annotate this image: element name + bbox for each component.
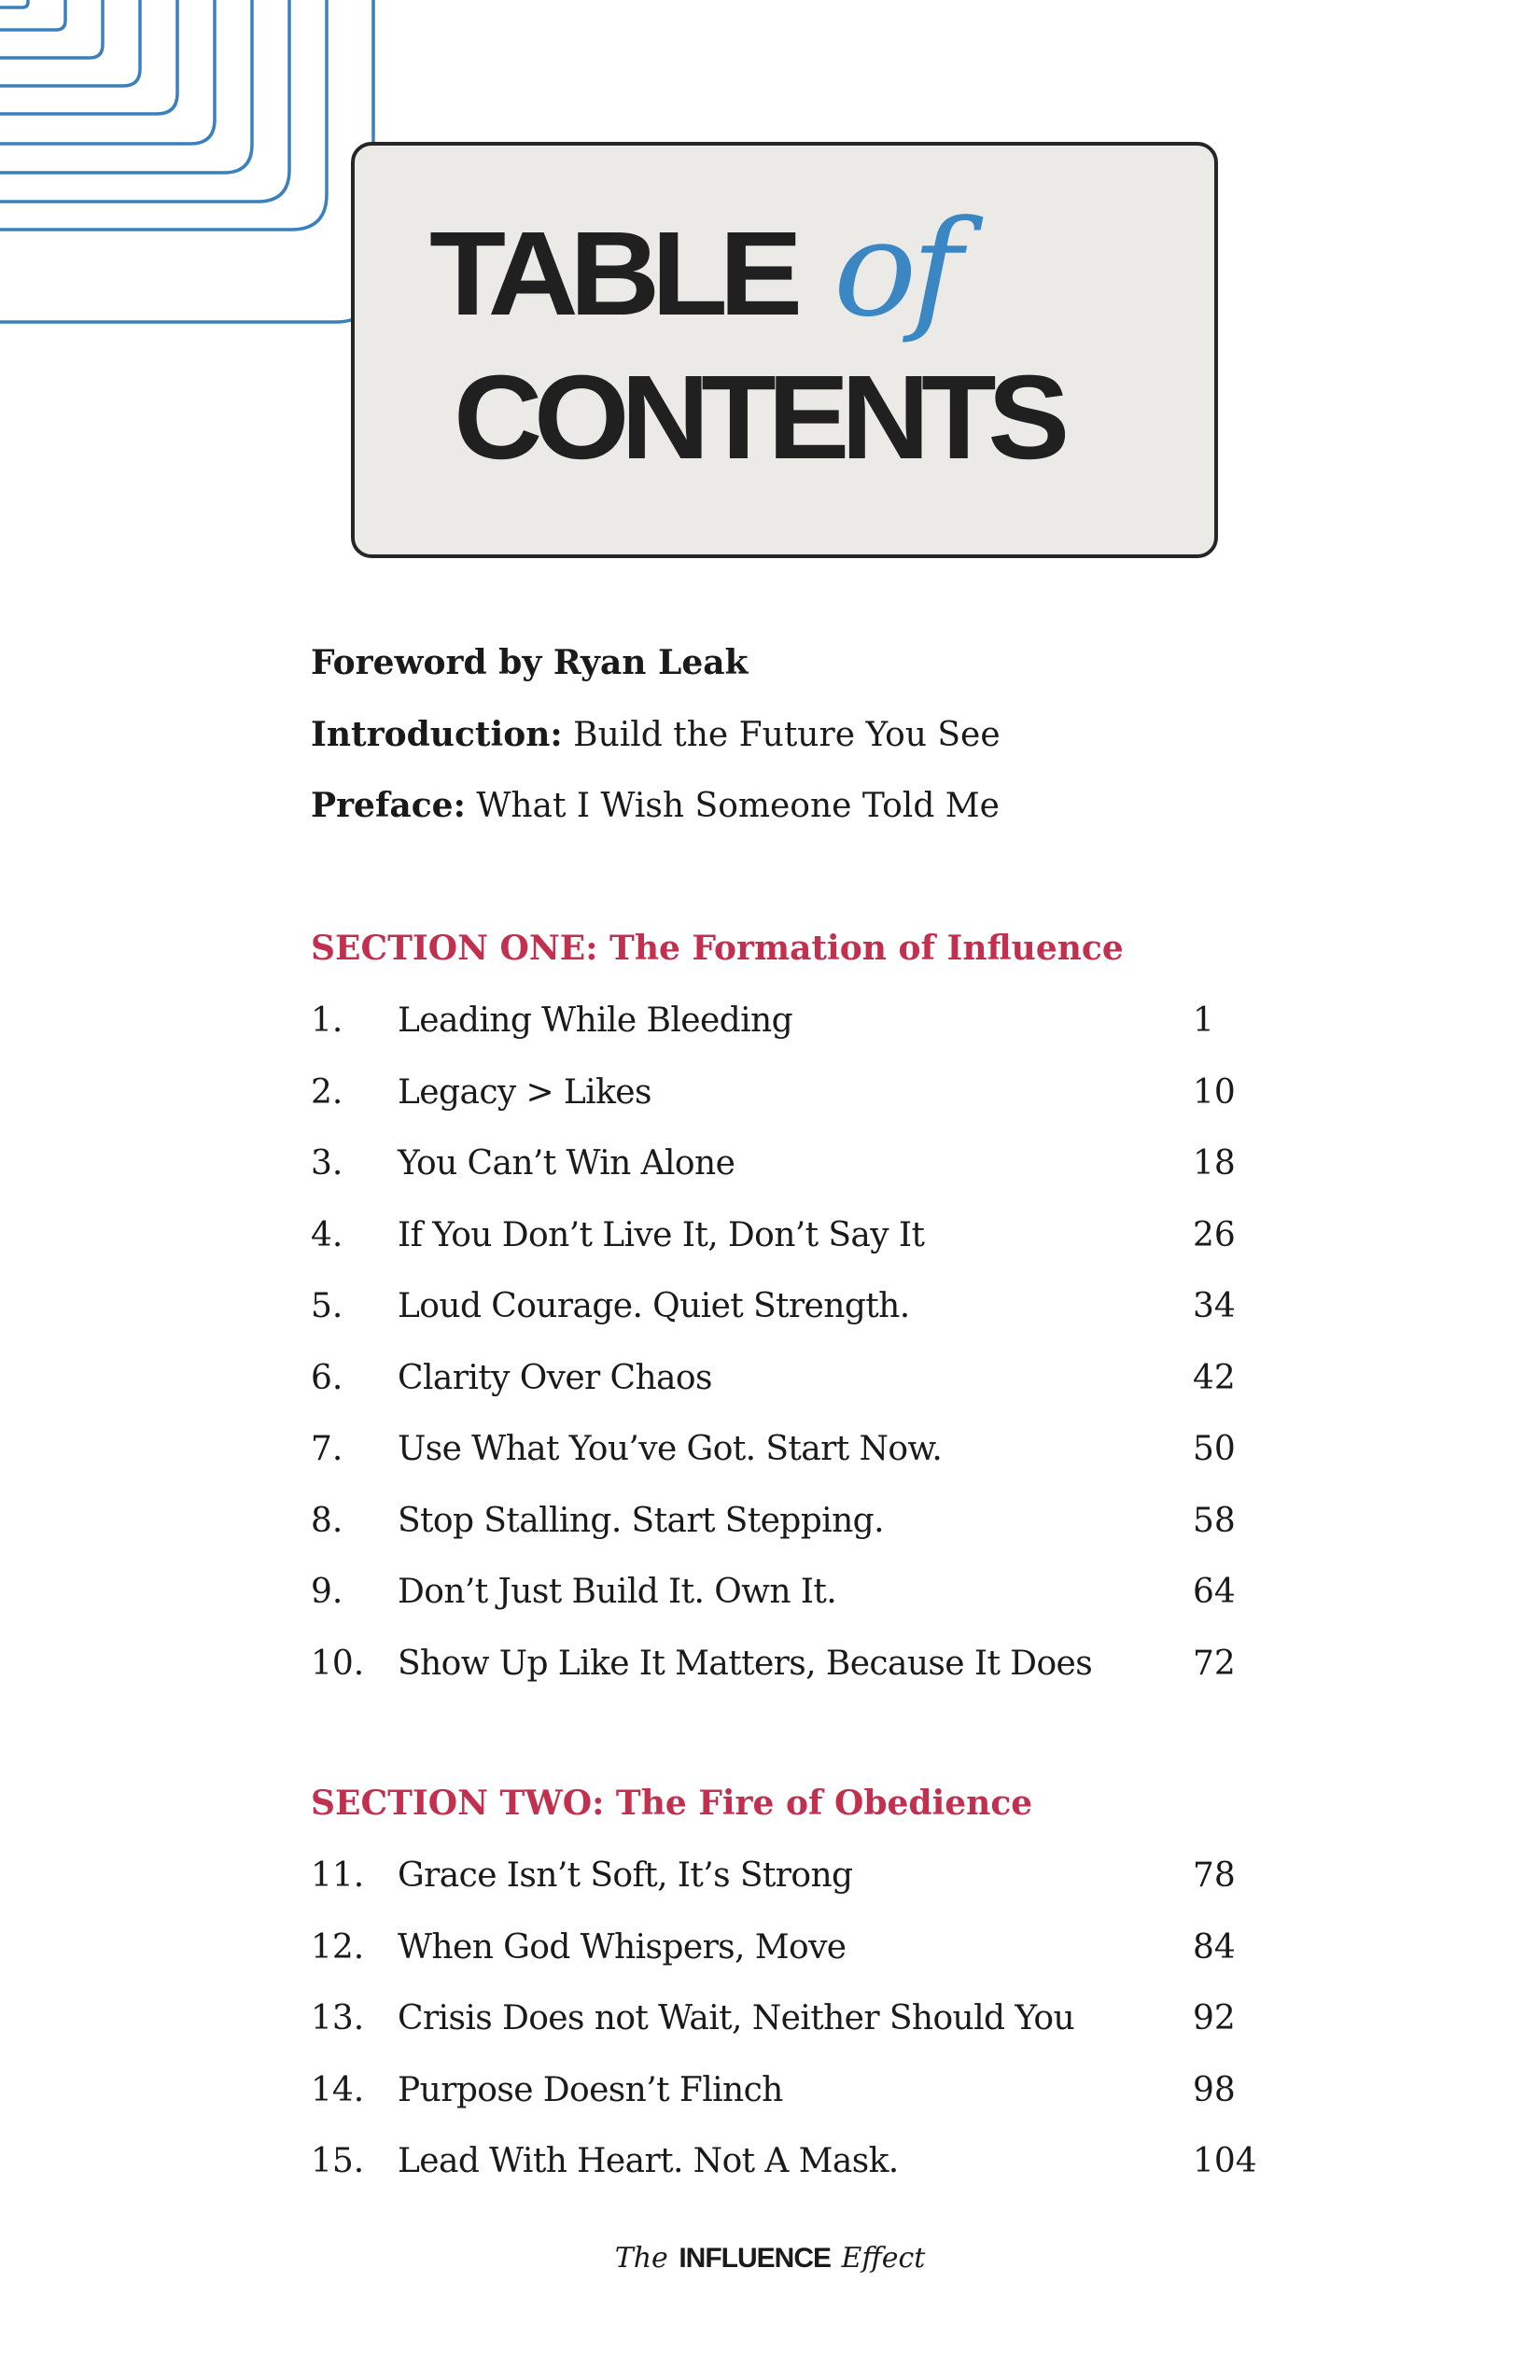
foreword-entry[interactable]	[311, 643, 749, 683]
corner-line	[0, 0, 140, 86]
chapter-page: 1	[1193, 1001, 1214, 1040]
chapter-page: 104	[1193, 2142, 1257, 2180]
chapter-title: Leading While Bleeding	[398, 1001, 793, 1040]
chapter-title: Use What You’ve Got. Start Now.	[398, 1430, 943, 1468]
toc-entry[interactable]	[311, 1572, 1291, 1615]
chapter-page: 84	[1193, 1927, 1236, 1967]
toc-entry[interactable]	[311, 1358, 1291, 1401]
chapter-number: 5.	[311, 1287, 343, 1325]
chapter-page: 18	[1193, 1144, 1236, 1183]
chapter-page: 26	[1193, 1215, 1236, 1254]
chapter-page: 34	[1193, 1287, 1236, 1325]
corner-line	[0, 0, 28, 7]
toc-entry[interactable]	[311, 1143, 1291, 1186]
chapter-title: Legacy > Likes	[398, 1072, 651, 1112]
chapter-number: 7.	[311, 1430, 343, 1468]
chapter-title: Grace Isn’t Soft, It’s Strong	[398, 1856, 853, 1895]
toc-entry[interactable]	[311, 1998, 1291, 2041]
chapter-page: 72	[1193, 1644, 1236, 1683]
chapter-page: 64	[1193, 1573, 1236, 1611]
introduction-label: Introduction:	[311, 715, 563, 754]
chapter-title: You Can’t Win Alone	[398, 1144, 735, 1183]
introduction-entry[interactable]	[311, 715, 1001, 755]
chapter-number: 4.	[311, 1215, 343, 1254]
chapter-number: 10.	[311, 1644, 365, 1683]
chapter-number: 8.	[311, 1501, 343, 1540]
title-box	[351, 142, 1218, 558]
chapter-number: 13.	[311, 1999, 365, 2037]
preface-text: What I Wish Someone Told Me	[465, 787, 1000, 825]
decorative-corner-lines	[0, 0, 392, 345]
toc-entry[interactable]	[311, 2141, 1291, 2184]
chapter-page: 98	[1193, 2070, 1236, 2109]
toc-entry[interactable]	[311, 1501, 1291, 1544]
chapter-number: 14.	[311, 2070, 365, 2109]
section-two-heading: SECTION TWO: The Fire of Obedience	[311, 1784, 1033, 1823]
toc-entry[interactable]	[311, 1286, 1291, 1329]
chapter-title: Loud Courage. Quiet Strength.	[398, 1287, 910, 1325]
chapter-title: If You Don’t Live It, Don’t Say It	[398, 1215, 925, 1254]
title-of: of	[833, 192, 958, 346]
section-one-heading: SECTION ONE: The Formation of Influence	[311, 929, 1124, 968]
footer-the: The	[614, 2242, 668, 2275]
chapter-title: Clarity Over Chaos	[398, 1358, 712, 1397]
toc-entry[interactable]	[311, 1072, 1291, 1115]
chapter-page: 92	[1193, 1999, 1236, 2037]
page-title-line2: CONTENTS	[454, 351, 1061, 484]
chapter-title: When God Whispers, Move	[398, 1927, 847, 1967]
toc-entry[interactable]	[311, 2070, 1291, 2113]
preface-entry[interactable]	[311, 786, 1000, 826]
preface-label: Preface:	[311, 786, 466, 825]
chapter-number: 3.	[311, 1144, 343, 1183]
chapter-title: Don’t Just Build It. Own It.	[398, 1573, 837, 1611]
chapter-page: 10	[1193, 1072, 1236, 1112]
chapter-title: Stop Stalling. Start Stepping.	[398, 1501, 884, 1540]
chapter-number: 9.	[311, 1573, 343, 1611]
toc-entry[interactable]	[311, 1215, 1291, 1258]
corner-line	[0, 0, 215, 144]
title-table: TABLE	[429, 207, 794, 341]
footer-influence: INFLUENCE	[679, 2243, 831, 2274]
corner-line	[0, 0, 65, 30]
chapter-number: 15.	[311, 2142, 365, 2180]
chapter-page: 42	[1193, 1358, 1236, 1397]
chapter-number: 12.	[311, 1927, 365, 1967]
chapter-page: 50	[1193, 1430, 1236, 1468]
chapter-page: 78	[1193, 1856, 1236, 1895]
chapter-number: 6.	[311, 1358, 343, 1397]
book-footer-logo	[0, 2242, 1540, 2275]
footer-effect: Effect	[841, 2242, 926, 2275]
toc-entry[interactable]	[311, 1429, 1291, 1472]
toc-entry[interactable]	[311, 1927, 1291, 1970]
toc-entry[interactable]	[311, 1644, 1291, 1687]
foreword-label: Foreword by Ryan Leak	[311, 643, 749, 682]
toc-entry[interactable]	[311, 1855, 1291, 1898]
chapter-title: Lead With Heart. Not A Mask.	[398, 2142, 899, 2180]
page-title-line1	[429, 192, 958, 346]
chapter-title: Show Up Like It Matters, Because It Does	[398, 1644, 1093, 1683]
chapter-number: 2.	[311, 1072, 343, 1112]
corner-line	[0, 0, 373, 322]
chapter-page: 58	[1193, 1501, 1236, 1540]
chapter-title: Crisis Does not Wait, Neither Should You	[398, 1999, 1075, 2037]
chapter-number: 11.	[311, 1856, 365, 1895]
introduction-text: Build the Future You See	[562, 716, 1001, 754]
toc-entry[interactable]	[311, 1001, 1291, 1043]
chapter-title: Purpose Doesn’t Flinch	[398, 2070, 783, 2109]
chapter-number: 1.	[311, 1001, 343, 1040]
